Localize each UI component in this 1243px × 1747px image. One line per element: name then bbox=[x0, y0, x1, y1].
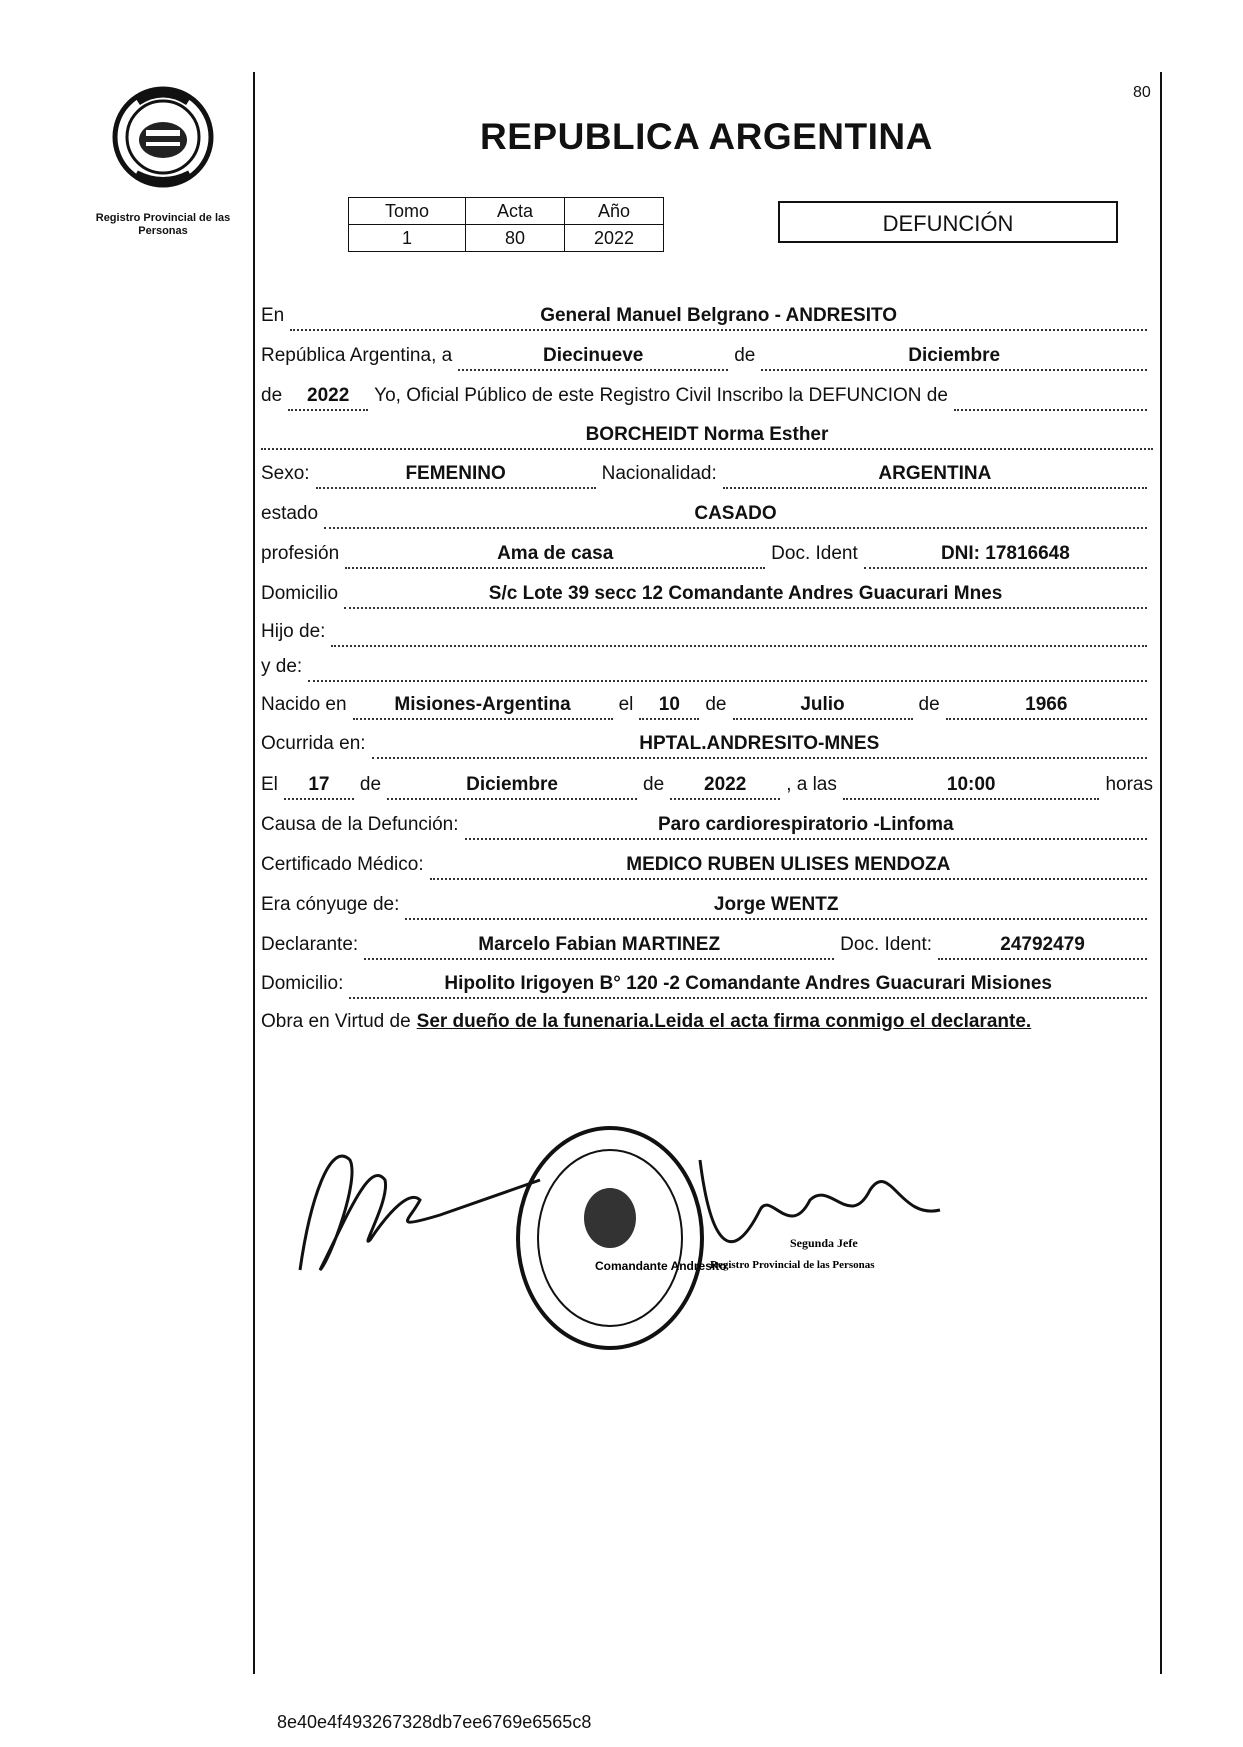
ref-header-ano: Año bbox=[565, 198, 664, 225]
row-causa bbox=[261, 806, 1153, 840]
signature-left bbox=[300, 1156, 540, 1270]
label-de-death-year: de bbox=[643, 774, 665, 795]
label-doc-ident: Doc. Ident bbox=[771, 543, 858, 564]
row-obra bbox=[261, 1003, 1153, 1037]
ref-value-acta: 80 bbox=[466, 225, 565, 252]
signature-right bbox=[700, 1160, 940, 1242]
field-doc: DNI: 17816648 bbox=[864, 535, 1147, 569]
label-de: de bbox=[734, 345, 756, 366]
field-and-of bbox=[308, 648, 1147, 682]
label-republica: República Argentina, a bbox=[261, 345, 453, 366]
document-title: REPUBLICA ARGENTINA bbox=[480, 116, 933, 157]
officer-title: Segunda Jefe bbox=[790, 1236, 858, 1250]
field-death-month: Diciembre bbox=[387, 766, 637, 800]
label-el-death: El bbox=[261, 774, 278, 795]
label-inscribo: Yo, Oficial Público de este Registro Civil Inscribo la DEFUNCION de bbox=[374, 385, 948, 406]
left-margin-line bbox=[253, 72, 255, 1674]
row-place bbox=[261, 297, 1153, 331]
row-domicilio bbox=[261, 575, 1153, 609]
label-ocurrida-en: Ocurrida en: bbox=[261, 733, 366, 754]
field-birth-month: Julio bbox=[733, 686, 913, 720]
row-y-de bbox=[261, 648, 1153, 682]
field-nationality: ARGENTINA bbox=[723, 455, 1147, 489]
row-date bbox=[261, 337, 1153, 371]
label-certificado: Certificado Médico: bbox=[261, 854, 424, 875]
label-en: En bbox=[261, 305, 285, 326]
field-day: Diecinueve bbox=[458, 337, 728, 371]
row-profession bbox=[261, 535, 1153, 569]
field-death-day: 17 bbox=[284, 766, 354, 800]
field-birth-place: Misiones-Argentina bbox=[353, 686, 613, 720]
label-sexo: Sexo: bbox=[261, 463, 310, 484]
row-estado bbox=[261, 495, 1153, 529]
field-doctor: MEDICO RUBEN ULISES MENDOZA bbox=[430, 846, 1147, 880]
field-sex: FEMENINO bbox=[316, 455, 596, 489]
label-conyuge: Era cónyuge de: bbox=[261, 894, 400, 915]
stamp-inner-text: Comandante Andresito bbox=[595, 1259, 727, 1273]
row-conyuge bbox=[261, 886, 1153, 920]
field-address: S/c Lote 39 secc 12 Comandante Andres Guacurari Mnes bbox=[344, 575, 1147, 609]
field-cause: Paro cardiorespiratorio -Linfoma bbox=[465, 806, 1147, 840]
reference-table bbox=[348, 197, 664, 252]
label-estado: estado bbox=[261, 503, 319, 524]
field-declarant-doc: 24792479 bbox=[938, 926, 1147, 960]
label-nacionalidad: Nacionalidad: bbox=[601, 463, 717, 484]
field-place: General Manuel Belgrano - ANDRESITO bbox=[290, 297, 1147, 331]
page-number: 80 bbox=[1133, 84, 1151, 101]
field-deceased-name: BORCHEIDT Norma Esther bbox=[585, 424, 829, 445]
row-hijo-de bbox=[261, 613, 1153, 647]
ref-header-acta: Acta bbox=[466, 198, 565, 225]
signature-block bbox=[290, 1120, 990, 1370]
row-inscribo bbox=[261, 377, 1153, 411]
field-marital-status: CASADO bbox=[324, 495, 1147, 529]
label-profesion: profesión bbox=[261, 543, 340, 564]
row-sex bbox=[261, 455, 1153, 489]
row-domicilio-declarant bbox=[261, 965, 1153, 999]
ref-value-ano: 2022 bbox=[565, 225, 664, 252]
field-spouse: Jorge WENTZ bbox=[405, 886, 1147, 920]
label-de-death-month: de bbox=[359, 774, 382, 795]
row-death-date bbox=[261, 766, 1153, 800]
field-blank-1 bbox=[954, 377, 1147, 411]
field-month: Diciembre bbox=[761, 337, 1147, 371]
label-de-birth-year: de bbox=[918, 694, 940, 715]
label-doc-ident-declarant: Doc. Ident: bbox=[840, 934, 933, 955]
ref-value-tomo: 1 bbox=[349, 225, 466, 252]
registry-label: Registro Provincial de las Personas bbox=[95, 212, 231, 237]
ref-header-tomo: Tomo bbox=[349, 198, 466, 225]
label-domicilio: Domicilio bbox=[261, 583, 339, 604]
label-nacido-en: Nacido en bbox=[261, 694, 347, 715]
row-birth bbox=[261, 686, 1153, 720]
field-declarant-address: Hipolito Irigoyen B° 120 -2 Comandante Andres Guacurari Misiones bbox=[349, 965, 1147, 999]
field-year: 2022 bbox=[288, 377, 368, 411]
field-son-of bbox=[331, 613, 1147, 647]
field-birth-day: 10 bbox=[639, 686, 699, 720]
label-y-de: y de: bbox=[261, 656, 303, 677]
row-declarante bbox=[261, 926, 1153, 960]
row-ocurrida bbox=[261, 725, 1153, 759]
officer-office: Registro Provincial de las Personas bbox=[710, 1259, 875, 1271]
label-el: el bbox=[618, 694, 634, 715]
label-hijo-de: Hijo de: bbox=[261, 621, 326, 642]
field-virtue: Ser dueño de la funenaria.Leida el acta firma conmigo el declarante. bbox=[416, 1011, 1032, 1032]
label-declarante: Declarante: bbox=[261, 934, 359, 955]
label-de-birth-month: de bbox=[705, 694, 727, 715]
label-a-las: , a las bbox=[786, 774, 837, 795]
registry-stamp bbox=[518, 1128, 727, 1348]
field-death-year: 2022 bbox=[670, 766, 780, 800]
field-occurred-at: HPTAL.ANDRESITO-MNES bbox=[372, 725, 1147, 759]
field-birth-year: 1966 bbox=[946, 686, 1147, 720]
document-type-box: DEFUNCIÓN bbox=[778, 201, 1118, 243]
label-domicilio-declarant: Domicilio: bbox=[261, 973, 344, 994]
row-name bbox=[261, 414, 1153, 450]
field-declarant: Marcelo Fabian MARTINEZ bbox=[364, 926, 834, 960]
document-hash: 8e40e4f493267328db7ee6769e6565c8 bbox=[277, 1712, 592, 1732]
label-causa: Causa de la Defunción: bbox=[261, 814, 459, 835]
label-obra: Obra en Virtud de bbox=[261, 1011, 411, 1032]
provincial-seal bbox=[108, 82, 218, 192]
field-death-time: 10:00 bbox=[843, 766, 1100, 800]
row-certificado bbox=[261, 846, 1153, 880]
label-horas: horas bbox=[1105, 774, 1153, 795]
field-profession: Ama de casa bbox=[345, 535, 765, 569]
right-margin-line bbox=[1160, 72, 1162, 1674]
label-de-year: de bbox=[261, 385, 283, 406]
